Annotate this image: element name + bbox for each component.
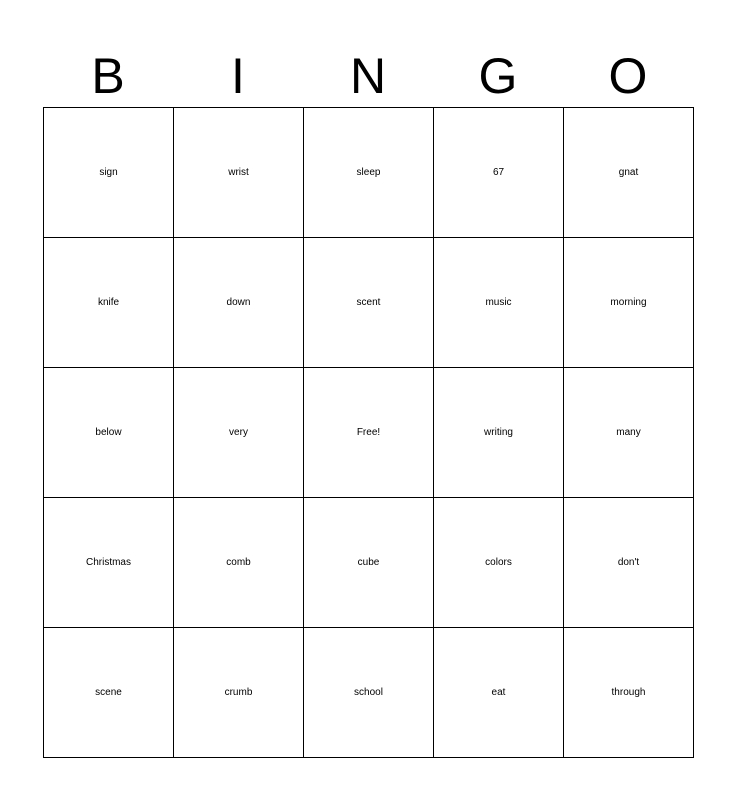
bingo-cell: knife [44,238,174,368]
bingo-cell: don't [564,498,694,628]
bingo-cell: Free! [304,368,434,498]
bingo-cell: gnat [564,108,694,238]
bingo-header [43,46,693,106]
bingo-cell: very [174,368,304,498]
header-letter-o: O [608,48,648,104]
header-letter-b: B [91,48,125,104]
bingo-cell: cube [304,498,434,628]
bingo-cell: comb [174,498,304,628]
bingo-cell: writing [434,368,564,498]
bingo-cell: Christmas [44,498,174,628]
bingo-cell: 67 [434,108,564,238]
bingo-cell: scene [44,628,174,758]
header-letter-g: G [478,48,518,104]
bingo-cell: through [564,628,694,758]
bingo-cell: sign [44,108,174,238]
bingo-cell: crumb [174,628,304,758]
bingo-cell: school [304,628,434,758]
bingo-cell: morning [564,238,694,368]
bingo-cell: scent [304,238,434,368]
bingo-cell: colors [434,498,564,628]
bingo-cell: eat [434,628,564,758]
bingo-card [43,107,694,758]
bingo-cell: many [564,368,694,498]
header-letter-n: N [349,48,387,104]
header-letter-i: I [231,48,245,104]
bingo-cell: below [44,368,174,498]
bingo-cell: down [174,238,304,368]
bingo-cell: wrist [174,108,304,238]
bingo-cell: sleep [304,108,434,238]
bingo-cell: music [434,238,564,368]
